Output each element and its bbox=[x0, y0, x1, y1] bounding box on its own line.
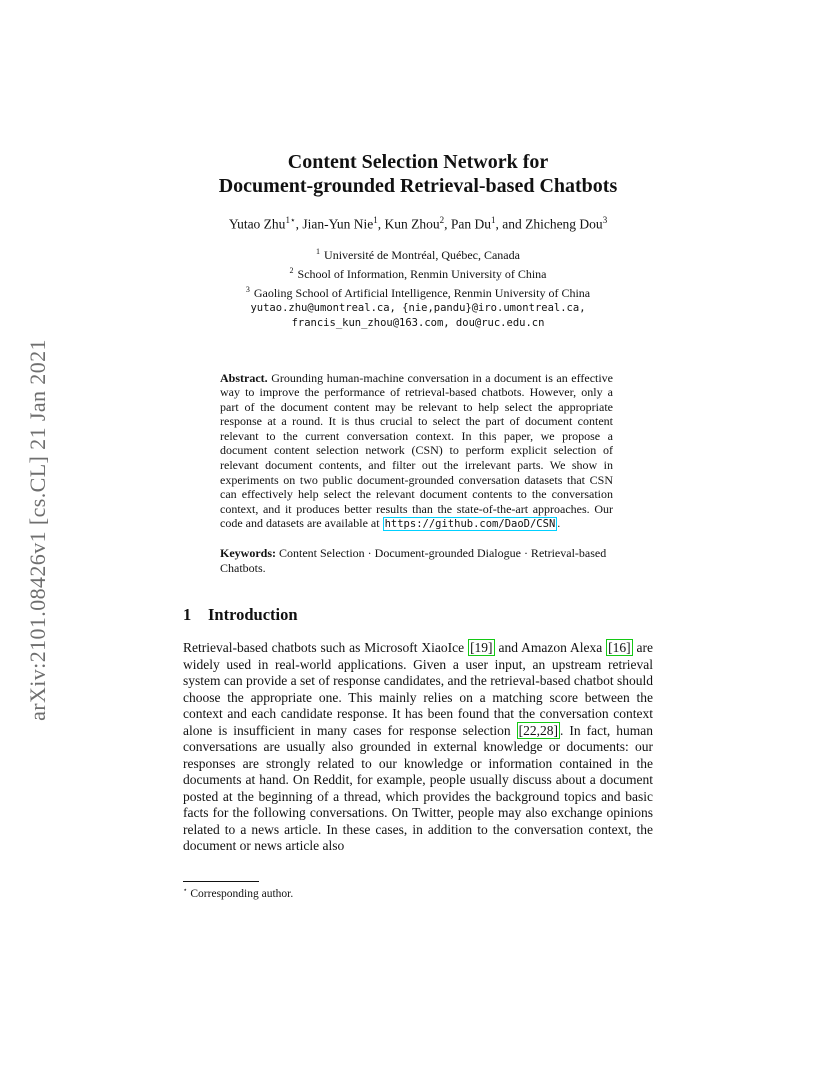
arxiv-id: arXiv:2101.08426v1 [cs.CL] 21 Jan 2021 bbox=[25, 339, 50, 721]
citation-link[interactable]: [22,28] bbox=[518, 722, 558, 738]
author-sup: 1 bbox=[490, 215, 496, 225]
affiliation bbox=[183, 263, 653, 282]
footnote bbox=[183, 886, 293, 900]
author-name: Jian-Yun Nie bbox=[302, 216, 374, 232]
author-sup: 2 bbox=[439, 215, 445, 225]
intro-paragraph bbox=[183, 640, 653, 855]
section-title: Introduction bbox=[208, 605, 298, 625]
abstract-text: Grounding human-machine conversation in a document is an effective way to improve the performance of retrieval-based chatbots. However, only a part of the document content may be relevant to help select the appropriate response at a round. It is thus crucial to select the part of document content relevant to the current conversation context. In this paper, we propose a document content selection network (CSN) to perform explicit selection of relevant document contents, and filter out the irrelevant parts. We show in experiments on two public document-grounded conversation datasets that CSN can effectively help select the relevant document contents to the conversation context, and it produces better results than the state-of-the-art approaches. Our code and datasets are available at bbox=[220, 370, 614, 531]
affiliation bbox=[183, 282, 653, 301]
paper-page bbox=[183, 150, 653, 855]
author-sup: 1 bbox=[373, 215, 378, 225]
title-line-2: Document-grounded Retrieval-based Chatbots bbox=[218, 175, 618, 197]
author-sup: 1⋆ bbox=[285, 215, 296, 225]
affiliation-sup: 2 bbox=[289, 265, 294, 275]
abstract-label: Abstract. bbox=[220, 370, 268, 385]
emails-line-1: yutao.zhu@umontreal.ca, {nie,pandu}@iro.umontreal.ca, bbox=[250, 301, 586, 314]
intro-text: . In fact, human conversations are usually also grounded in external knowledge or documents: our responses are strongly related to our knowledge or information contained in the documents at hand. On Reddit, for example, people usually discuss about a document posted at the beginning of a thread, which provides the background topics and basic facts for the following conversations. On Twitter, people may also exchange opinions related to a news article. In these cases, in addition to the conversation context, the document or news article also bbox=[183, 722, 654, 854]
author-sup: 3 bbox=[602, 215, 608, 225]
affiliation-text: School of Information, Renmin University of China bbox=[297, 266, 547, 281]
affiliations bbox=[183, 244, 653, 331]
emails-line-2: francis_kun_zhou@163.com, dou@ruc.edu.cn bbox=[291, 316, 545, 329]
intro-text: are widely used in real-world applications. Given a user input, an upstream retrieval system can provide a set of response candidates, and the retrieval-based chatbot should choose the appropriate one. This mainly relies on a matching score between the context and each candidate response. It has been found that the conversation context alone is insufficient in many cases for response selection bbox=[183, 640, 654, 738]
footnote-mark: ⋆ bbox=[183, 886, 188, 894]
author-name: Pan Du bbox=[450, 216, 491, 232]
arxiv-stamp bbox=[18, 295, 58, 765]
intro-text: Retrieval-based chatbots such as Microsoft XiaoIce bbox=[183, 640, 465, 656]
intro-text: and Amazon Alexa bbox=[498, 640, 603, 656]
affiliation bbox=[183, 244, 653, 263]
footnote-text: Corresponding author. bbox=[190, 887, 294, 900]
keywords-label: Keywords: bbox=[220, 546, 276, 561]
affiliation-text: Gaoling School of Artificial Intelligence, Renmin University of China bbox=[253, 285, 591, 300]
footnote-rule bbox=[183, 881, 259, 882]
affiliation-sup: 3 bbox=[245, 284, 250, 294]
keywords bbox=[220, 546, 613, 575]
section-number: 1 bbox=[183, 605, 192, 625]
section-heading bbox=[183, 605, 653, 625]
citation-link[interactable]: [19] bbox=[470, 640, 493, 656]
abstract-end: . bbox=[557, 516, 561, 531]
author-name: Kun Zhou bbox=[384, 216, 440, 232]
author-name: Zhicheng Dou bbox=[525, 216, 603, 232]
code-link[interactable]: https://github.com/DaoD/CSN bbox=[384, 518, 556, 531]
author-name: Yutao Zhu bbox=[228, 216, 286, 232]
citation-link[interactable]: [16] bbox=[608, 640, 631, 656]
affiliation-sup: 1 bbox=[316, 246, 321, 256]
affiliation-text: Université de Montréal, Québec, Canada bbox=[324, 247, 520, 262]
keywords-text: Content Selection · Document-grounded Dialogue · Retrieval-based Chatbots. bbox=[220, 546, 607, 575]
abstract bbox=[220, 371, 613, 533]
title-line-1: Content Selection Network for bbox=[287, 151, 549, 173]
paper-title bbox=[183, 150, 653, 198]
author-list: Yutao Zhu$^{1⋆}$, Jian-Yun Nie$^1$, Kun Zhou$^2$, Pan Du$^1$, and Zhicheng Dou$^3$ bbox=[228, 215, 608, 232]
